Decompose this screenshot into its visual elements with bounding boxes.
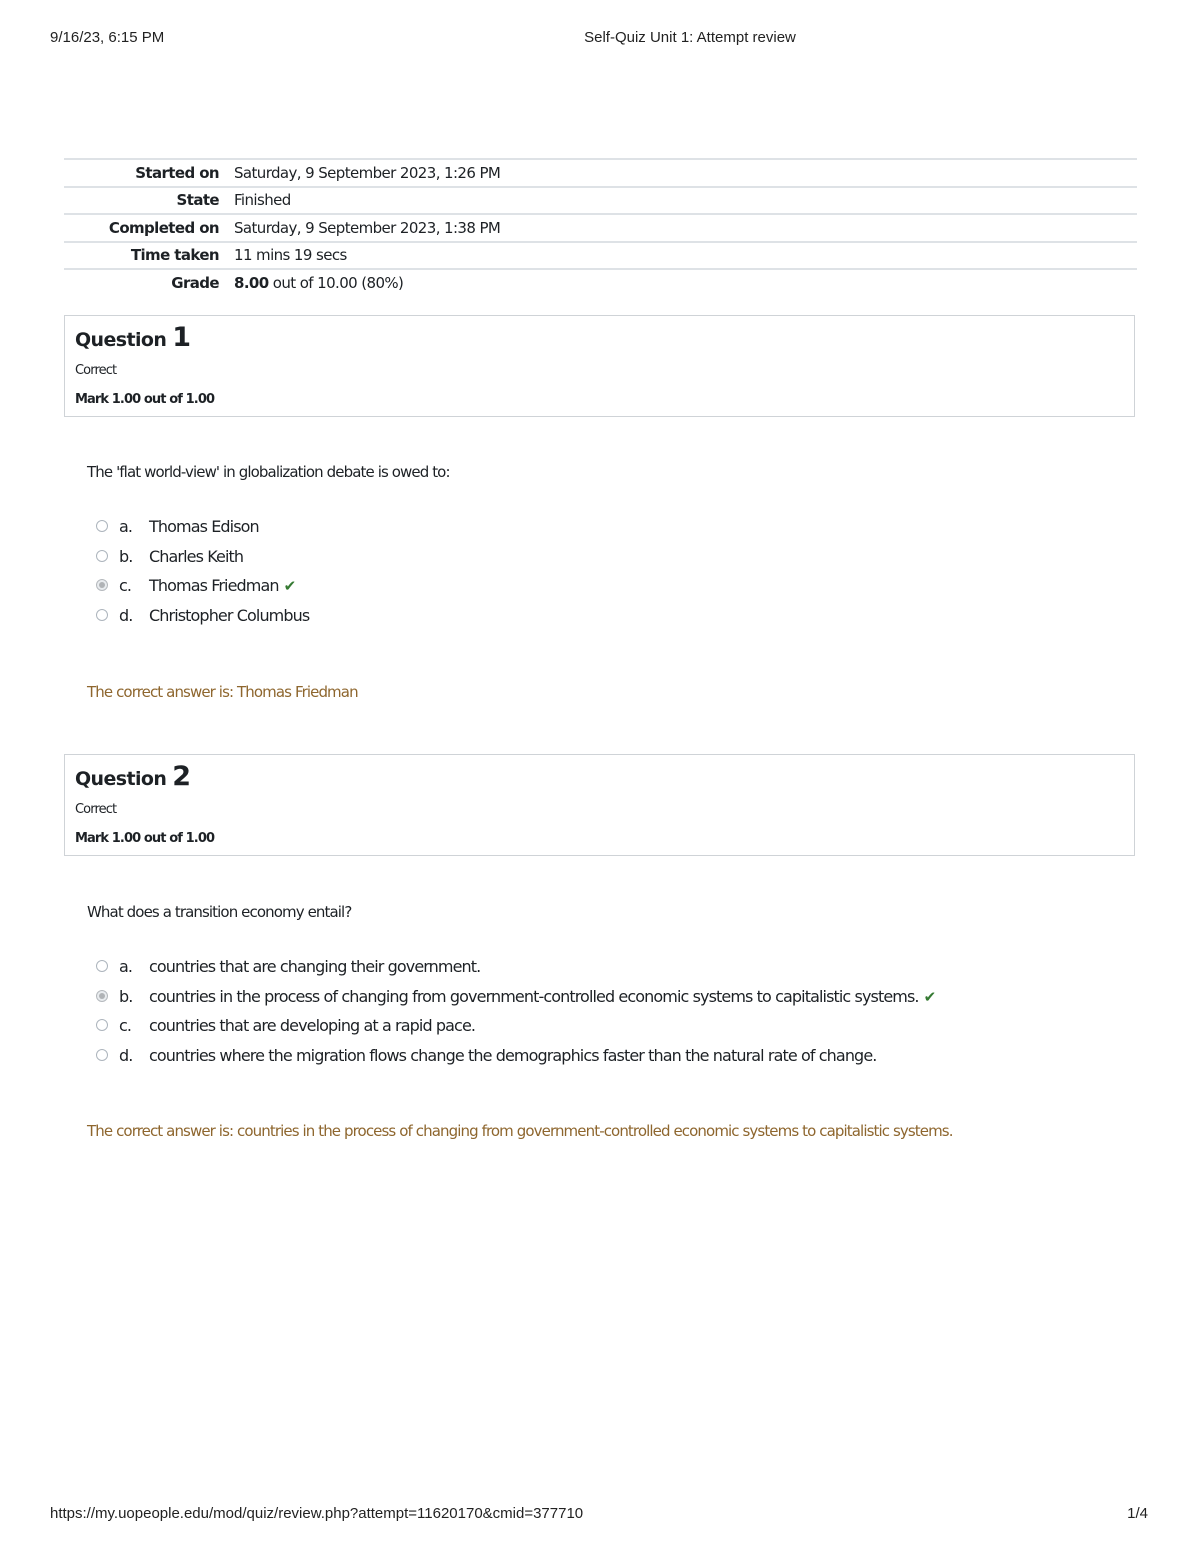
answer-text-wrap [149, 987, 935, 1006]
summary-label: State [176, 191, 219, 210]
question-mark: Mark 1.00 out of 1.00 [75, 392, 215, 407]
answer-text: Charles Keith [149, 546, 244, 566]
summary-value: Saturday, 9 September 2023, 1:38 PM [234, 218, 501, 237]
answer-text: countries that are developing at a rapid pace. [149, 1016, 476, 1035]
question-info-2 [64, 754, 1135, 856]
print-footer [0, 1505, 1200, 1525]
answer-text: Thomas Edison [149, 517, 259, 536]
summary-value [234, 269, 1137, 297]
answer-text: countries where the migration flows change the demographics faster than the natural rate of change. [149, 1045, 877, 1065]
answer-letter: c. [119, 576, 132, 595]
radio-button-checked[interactable] [96, 990, 108, 1002]
check-icon: ✔ [923, 987, 936, 1006]
question-mark: Mark 1.00 out of 1.00 [75, 831, 215, 846]
radio-button[interactable] [96, 609, 108, 621]
summary-label: Completed on [108, 218, 219, 237]
question-number [75, 322, 190, 353]
right-answer-2: The correct answer is: countries in the process of changing from government-controlled economic systems to capitalistic systems. [87, 1122, 953, 1140]
answer-letter: d. [119, 1045, 133, 1065]
radio-button[interactable] [96, 1019, 108, 1031]
summary-label: Started on [135, 163, 219, 182]
radio-button[interactable] [96, 1049, 108, 1061]
radio-button[interactable] [96, 960, 108, 972]
summary-row-grade [64, 269, 1137, 297]
summary-row-started [64, 159, 1137, 187]
question-state: Correct [75, 363, 117, 378]
answer-letter: c. [119, 1016, 132, 1035]
radio-button-checked[interactable] [96, 579, 108, 591]
question-number-value: 2 [172, 761, 191, 792]
answer-text: countries in the process of changing from government-controlled economic systems to capitalistic systems. [149, 986, 919, 1006]
summary-value: 11 mins 19 secs [234, 246, 347, 265]
summary-row-state [64, 187, 1137, 215]
summary-value: Finished [234, 191, 291, 210]
right-answer-1: The correct answer is: Thomas Friedman [87, 683, 358, 701]
print-date: 9/16/23, 6:15 PM [50, 29, 165, 46]
answer-letter: a. [119, 957, 133, 976]
answer-text: countries that are changing their government. [149, 957, 481, 976]
question-text-1: The 'flat world-view' in globalization debate is owed to: [87, 463, 450, 481]
print-header [0, 29, 1200, 49]
question-state: Correct [75, 802, 117, 817]
summary-row-completed [64, 214, 1137, 242]
radio-button[interactable] [96, 520, 108, 532]
print-url: https://my.uopeople.edu/mod/quiz/review.php?attempt=11620170&cmid=377710 [50, 1505, 584, 1522]
question-number-value: 1 [172, 322, 191, 353]
answer-letter: d. [119, 605, 133, 625]
answer-letter: a. [119, 517, 133, 536]
question-label: Question [75, 768, 167, 790]
question-label: Question [75, 329, 167, 351]
check-icon: ✔ [283, 577, 296, 595]
radio-button[interactable] [96, 550, 108, 562]
answer-text: Christopher Columbus [149, 605, 310, 625]
grade-rest: out of 10.00 (80%) [268, 274, 404, 293]
answer-letter: b. [119, 986, 133, 1006]
summary-row-time-taken [64, 242, 1137, 270]
question-text-2: What does a transition economy entail? [87, 903, 352, 921]
summary-label: Time taken [130, 246, 219, 265]
summary-value: Saturday, 9 September 2023, 1:26 PM [234, 163, 501, 182]
attempt-summary-table [64, 158, 1137, 297]
answer-letter: b. [119, 546, 133, 566]
print-title: Self-Quiz Unit 1: Attempt review [584, 29, 796, 46]
summary-label: Grade [171, 274, 219, 293]
grade-score: 8.00 [234, 274, 269, 293]
answer-text-wrap [149, 576, 295, 595]
page-number: 1/4 [1127, 1505, 1148, 1522]
question-info-1 [64, 315, 1135, 417]
question-number [75, 761, 190, 792]
answer-text: Thomas Friedman [149, 576, 279, 595]
